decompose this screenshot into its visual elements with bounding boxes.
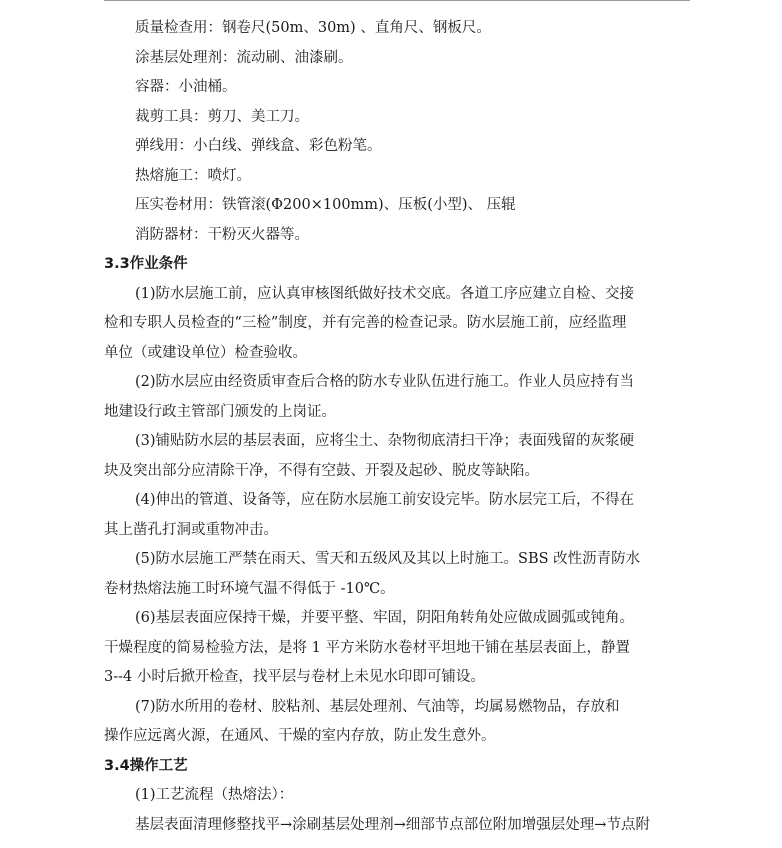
paragraph-line: 地建设行政主管部门颁发的上岗证。 [104,403,336,420]
paragraph [104,486,690,545]
tool-item: 质量检查用：钢卷尺(50m、30m) 、直角尺、钢板尺。 [135,20,491,36]
paragraph-line: (2)防水层应由经资质审查后合格的防水专业队伍进行施工。作业人员应持有当 [135,374,635,390]
paragraph-line: (6)基层表面应保持干燥，并要平整、牢固，阴阳角转角处应做成圆弧或钝角。 [135,610,635,626]
paragraph-line: 卷材热熔法施工时环境气温不得低于 -10℃。 [104,580,395,597]
paragraph-line: 其上凿孔打洞或重物冲击。 [104,521,278,538]
paragraph-line: (3)铺贴防水层的基层表面，应将尘土、杂物彻底清扫干净；表面残留的灰浆硬 [135,433,635,449]
section-heading-3-4: 3.4操作工艺 [104,757,188,774]
tool-item: 弹线用：小白线、弹线盒、彩色粉笔。 [135,138,382,154]
paragraph-line: 操作应远离火源，在通风、干燥的室内存放，防止发生意外。 [104,728,496,744]
tool-item: 裁剪工具：剪刀、美工刀。 [135,108,309,125]
process-subheading: (1)工艺流程（热熔法）： [135,787,294,803]
paragraph-line: 3--4 小时后掀开检查，找平层与卷材上未见水印即可铺设。 [104,669,485,685]
paragraph [104,545,690,604]
tool-item: 容器：小油桶。 [135,79,237,95]
paragraph [104,604,690,693]
paragraph-line: (7)防水所用的卷材、胶粘剂、基层处理剂、气油等，均属易燃物品，存放和 [135,698,620,715]
paragraph [104,427,690,486]
tool-item: 热熔施工：喷灯。 [135,167,251,184]
document-page [104,14,690,840]
paragraph-line: 块及突出部分应清除干净，不得有空鼓、开裂及起砂、脱皮等缺陷。 [104,462,539,479]
paragraph [104,368,690,427]
tool-item: 消防器材：干粉灭火器等。 [135,226,309,243]
tool-item: 涂基层处理剂：流动刷、油漆刷。 [135,49,353,66]
paragraph-line: 干燥程度的简易检验方法，是将 1 平方米防水卷材平坦地干铺在基层表面上，静置 [104,639,630,656]
process-flow-line: 基层表面清理修整找平→涂刷基层处理剂→细部节点部位附加增强层处理→节点附 [135,816,650,833]
paragraph-line: 单位（或建设单位）检查验收。 [104,344,307,361]
section-heading-3-3: 3.3作业条件 [104,256,188,272]
header-rule [104,0,690,1]
paragraph-line: 检和专职人员检查的“三检”制度，并有完善的检查记录。防水层施工前，应经监理 [104,315,627,331]
paragraph-line: (5)防水层施工严禁在雨天、雪天和五级风及其以上时施工。SBS 改性沥青防水 [135,551,641,567]
tool-item: 压实卷材用：铁管滚(Φ200×100mm)、压板(小型)、 压辊 [135,197,516,213]
paragraph-line: (1)防水层施工前，应认真审核图纸做好技术交底。各道工序应建立自检、交接 [135,285,635,302]
paragraph [104,693,690,752]
tools-list [104,14,690,250]
paragraph [104,280,690,369]
paragraph-line: (4)伸出的管道、设备等，应在防水层施工前安设完毕。防水层完工后，不得在 [135,492,635,508]
